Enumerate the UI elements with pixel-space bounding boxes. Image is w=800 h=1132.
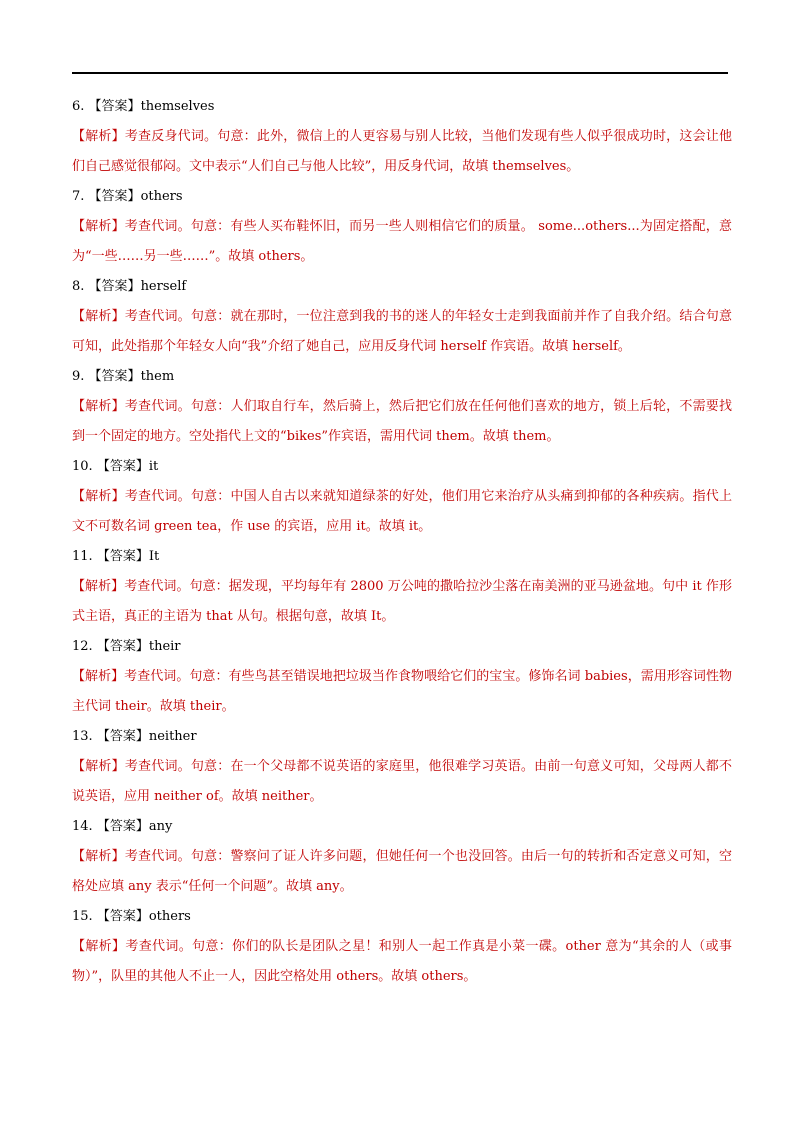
explanation-tag: 【解析】 [72, 669, 125, 684]
explanation-tag: 【解析】 [72, 849, 125, 864]
explanation-tag: 【解析】 [72, 759, 125, 774]
answer-item-13 [72, 722, 732, 812]
answer-line [72, 182, 732, 212]
answer-item-15 [72, 902, 732, 992]
answer-line [72, 542, 732, 572]
explanation-text: 考查代词。句意：中国人自古以来就知道绿茶的好处，他们用它来治疗从头痛到抑郁的各种疾病。指代上文不可数名词 green tea，作 use 的宾语，应用 it。故填 it。 [72, 489, 732, 534]
explanation [72, 212, 732, 272]
explanation-text: 考查代词。句意：你们的队长是团队之星！和别人一起工作真是小菜一碟。other 意为“其余的人（或事物）”，队里的其他人不止一人，因此空格处用 others。故填 others。 [72, 939, 732, 984]
answer-tag: 【答案】 [96, 819, 149, 834]
answer-tag: 【答案】 [96, 549, 149, 564]
explanation-text: 考查代词。句意：据发现，平均每年有 2800 万公吨的撒哈拉沙尘落在南美洲的亚马逊盆地。句中 it 作形式主语，真正的主语为 that 从句。根据句意，故填 It。 [72, 579, 732, 624]
explanation [72, 932, 732, 992]
explanation-tag: 【解析】 [72, 489, 125, 504]
answer-value: any [148, 819, 173, 834]
answer-line [72, 92, 732, 122]
answer-item-7 [72, 182, 732, 272]
explanation-text: 考查反身代词。句意：此外，微信上的人更容易与别人比较，当他们发现有些人似乎很成功时，这会让他们自己感觉很郁闷。文中表示“人们自己与他人比较”，用反身代词，故填 themselves。 [72, 129, 732, 174]
answer-tag: 【答案】 [96, 459, 149, 474]
answer-value: others [140, 189, 183, 204]
answer-value: them [140, 369, 175, 384]
explanation [72, 392, 732, 452]
explanation-tag: 【解析】 [72, 579, 125, 594]
answer-value: themselves [140, 99, 215, 114]
answer-tag: 【答案】 [88, 99, 141, 114]
question-number: 10. [72, 459, 93, 474]
answer-line [72, 632, 732, 662]
explanation-text: 考查代词。句意：就在那时，一位注意到我的书的迷人的年轻女士走到我面前并作了自我介绍。结合句意可知，此处指那个年轻女人向“我”介绍了她自己，应用反身代词 herself 作宾语。故填 herself。 [72, 309, 732, 354]
answer-value: it [148, 459, 159, 474]
answer-value: herself [140, 279, 187, 294]
question-number: 7. [72, 189, 85, 204]
explanation-text: 考查代词。句意：有些人买布鞋怀旧，而另一些人则相信它们的质量。 some...others...为固定搭配，意为“一些……另一些……”。故填 others。 [72, 219, 732, 264]
explanation-text: 考查代词。句意：人们取自行车，然后骑上，然后把它们放在任何他们喜欢的地方，锁上后轮，不需要找到一个固定的地方。空处指代上文的“bikes”作宾语，需用代词 them。故填 them。 [72, 399, 732, 444]
answer-value: neither [148, 729, 197, 744]
answer-item-6 [72, 92, 732, 182]
explanation-tag: 【解析】 [72, 399, 125, 414]
question-number: 14. [72, 819, 93, 834]
explanation-tag: 【解析】 [72, 129, 125, 144]
answer-item-10 [72, 452, 732, 542]
answer-line [72, 812, 732, 842]
question-number: 8. [72, 279, 85, 294]
explanation [72, 842, 732, 902]
explanation [72, 302, 732, 362]
answer-line [72, 902, 732, 932]
answer-item-14 [72, 812, 732, 902]
question-number: 6. [72, 99, 85, 114]
explanation-text: 考查代词。句意：有些鸟甚至错误地把垃圾当作食物喂给它们的宝宝。修饰名词 babies，需用形容词性物主代词 their。故填 their。 [72, 669, 732, 714]
answer-line [72, 272, 732, 302]
question-number: 9. [72, 369, 85, 384]
question-number: 15. [72, 909, 93, 924]
explanation [72, 752, 732, 812]
answer-value: others [148, 909, 191, 924]
explanation-tag: 【解析】 [72, 939, 126, 954]
answer-tag: 【答案】 [96, 909, 149, 924]
answer-line [72, 452, 732, 482]
explanation [72, 482, 732, 542]
answer-item-11 [72, 542, 732, 632]
answer-line [72, 362, 732, 392]
answer-line [72, 722, 732, 752]
explanation [72, 572, 732, 632]
explanation-text: 考查代词。句意：在一个父母都不说英语的家庭里，他很难学习英语。由前一句意义可知，父母两人都不说英语，应用 neither of。故填 neither。 [72, 759, 732, 804]
answer-tag: 【答案】 [88, 189, 141, 204]
answer-value: their [148, 639, 181, 654]
explanation [72, 122, 732, 182]
answer-tag: 【答案】 [96, 729, 149, 744]
answer-tag: 【答案】 [88, 279, 141, 294]
header-rule [72, 72, 728, 74]
answer-item-12 [72, 632, 732, 722]
answer-tag: 【答案】 [96, 639, 149, 654]
answer-tag: 【答案】 [88, 369, 141, 384]
answer-key-list [72, 92, 732, 992]
explanation-tag: 【解析】 [72, 309, 125, 324]
explanation [72, 662, 732, 722]
explanation-tag: 【解析】 [72, 219, 125, 234]
answer-item-9 [72, 362, 732, 452]
answer-item-8 [72, 272, 732, 362]
question-number: 13. [72, 729, 93, 744]
question-number: 12. [72, 639, 93, 654]
explanation-text: 考查代词。句意：警察问了证人许多问题，但她任何一个也没回答。由后一句的转折和否定意义可知，空格处应填 any 表示“任何一个问题”。故填 any。 [72, 849, 732, 894]
question-number: 11. [72, 549, 93, 564]
answer-value: It [148, 549, 160, 564]
